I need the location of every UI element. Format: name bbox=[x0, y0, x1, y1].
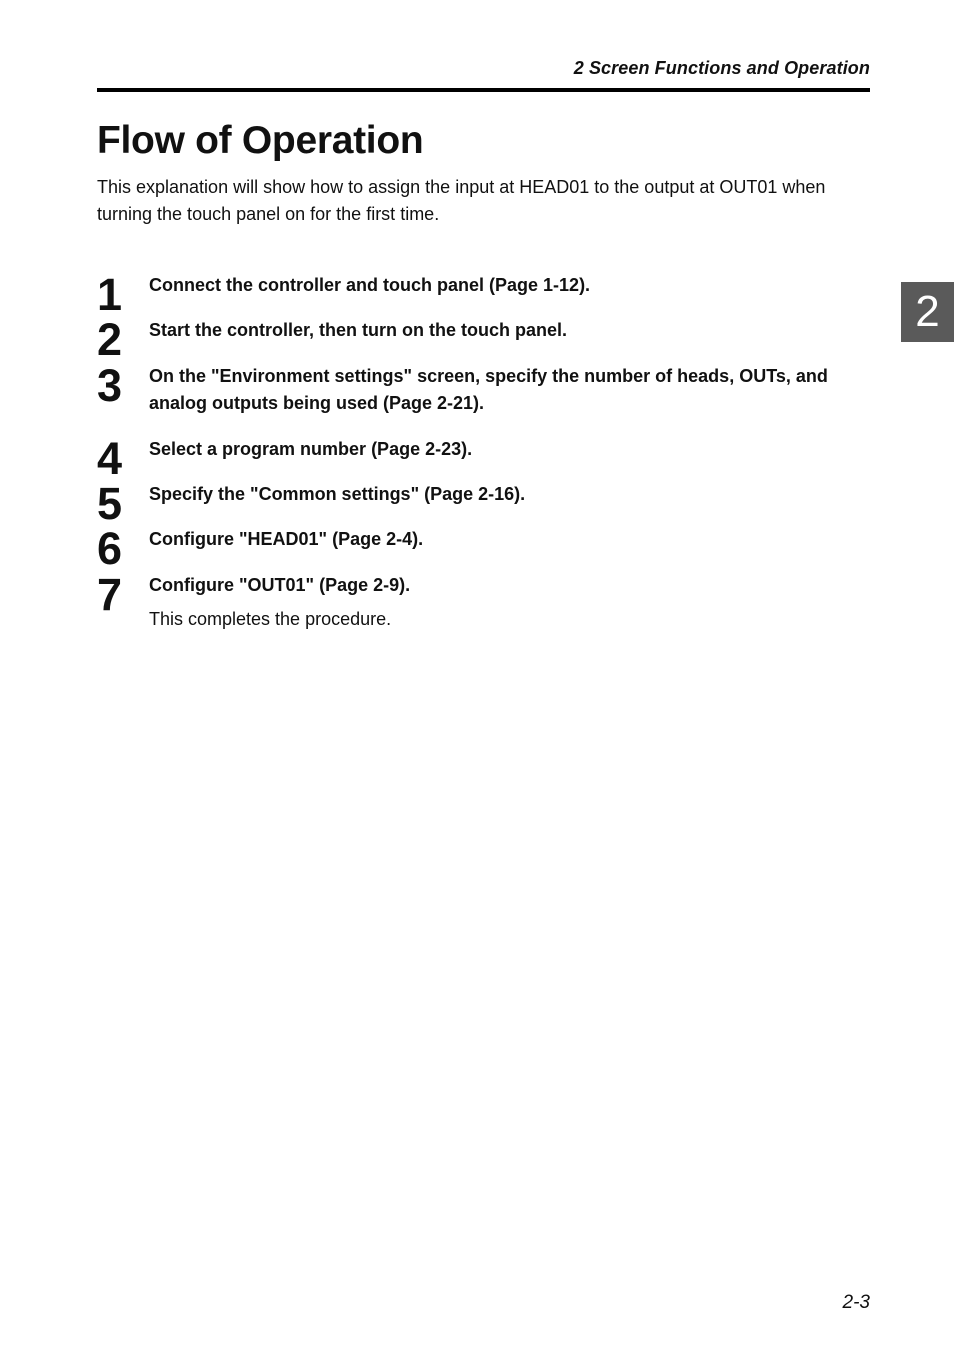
chapter-tab: 2 bbox=[901, 282, 954, 342]
step-text: Select a program number (Page 2-23). bbox=[149, 439, 473, 459]
step-number: 5 bbox=[97, 478, 123, 529]
step-number: 4 bbox=[97, 433, 123, 484]
completion-note: This completes the procedure. bbox=[149, 609, 392, 629]
step-number: 2 bbox=[97, 314, 123, 365]
step-text: Specify the "Common settings" (Page 2-16). bbox=[149, 484, 526, 504]
step-text: On the "Environment settings" screen, specify the number of heads, OUTs, and analog outputs being used (Page 2-21). bbox=[149, 366, 828, 413]
step-text: Start the controller, then turn on the touch panel. bbox=[149, 320, 568, 340]
step-text: Configure "HEAD01" (Page 2-4). bbox=[149, 529, 424, 549]
step-text: Configure "OUT01" (Page 2-9). bbox=[149, 575, 411, 595]
page-number: 2-3 bbox=[842, 1292, 870, 1313]
step-number: 7 bbox=[97, 569, 123, 620]
step-number: 6 bbox=[97, 523, 123, 574]
page-title: Flow of Operation bbox=[97, 119, 424, 162]
intro-paragraph: This explanation will show how to assign the input at HEAD01 to the output at OUT01 when turning the touch panel on for the first time. bbox=[97, 177, 826, 224]
header-rule bbox=[97, 88, 870, 92]
step-number: 3 bbox=[97, 360, 123, 411]
running-header: 2 Screen Functions and Operation bbox=[573, 58, 870, 78]
step-number: 1 bbox=[97, 269, 123, 320]
step-text: Connect the controller and touch panel (Page 1-12). bbox=[149, 275, 591, 295]
